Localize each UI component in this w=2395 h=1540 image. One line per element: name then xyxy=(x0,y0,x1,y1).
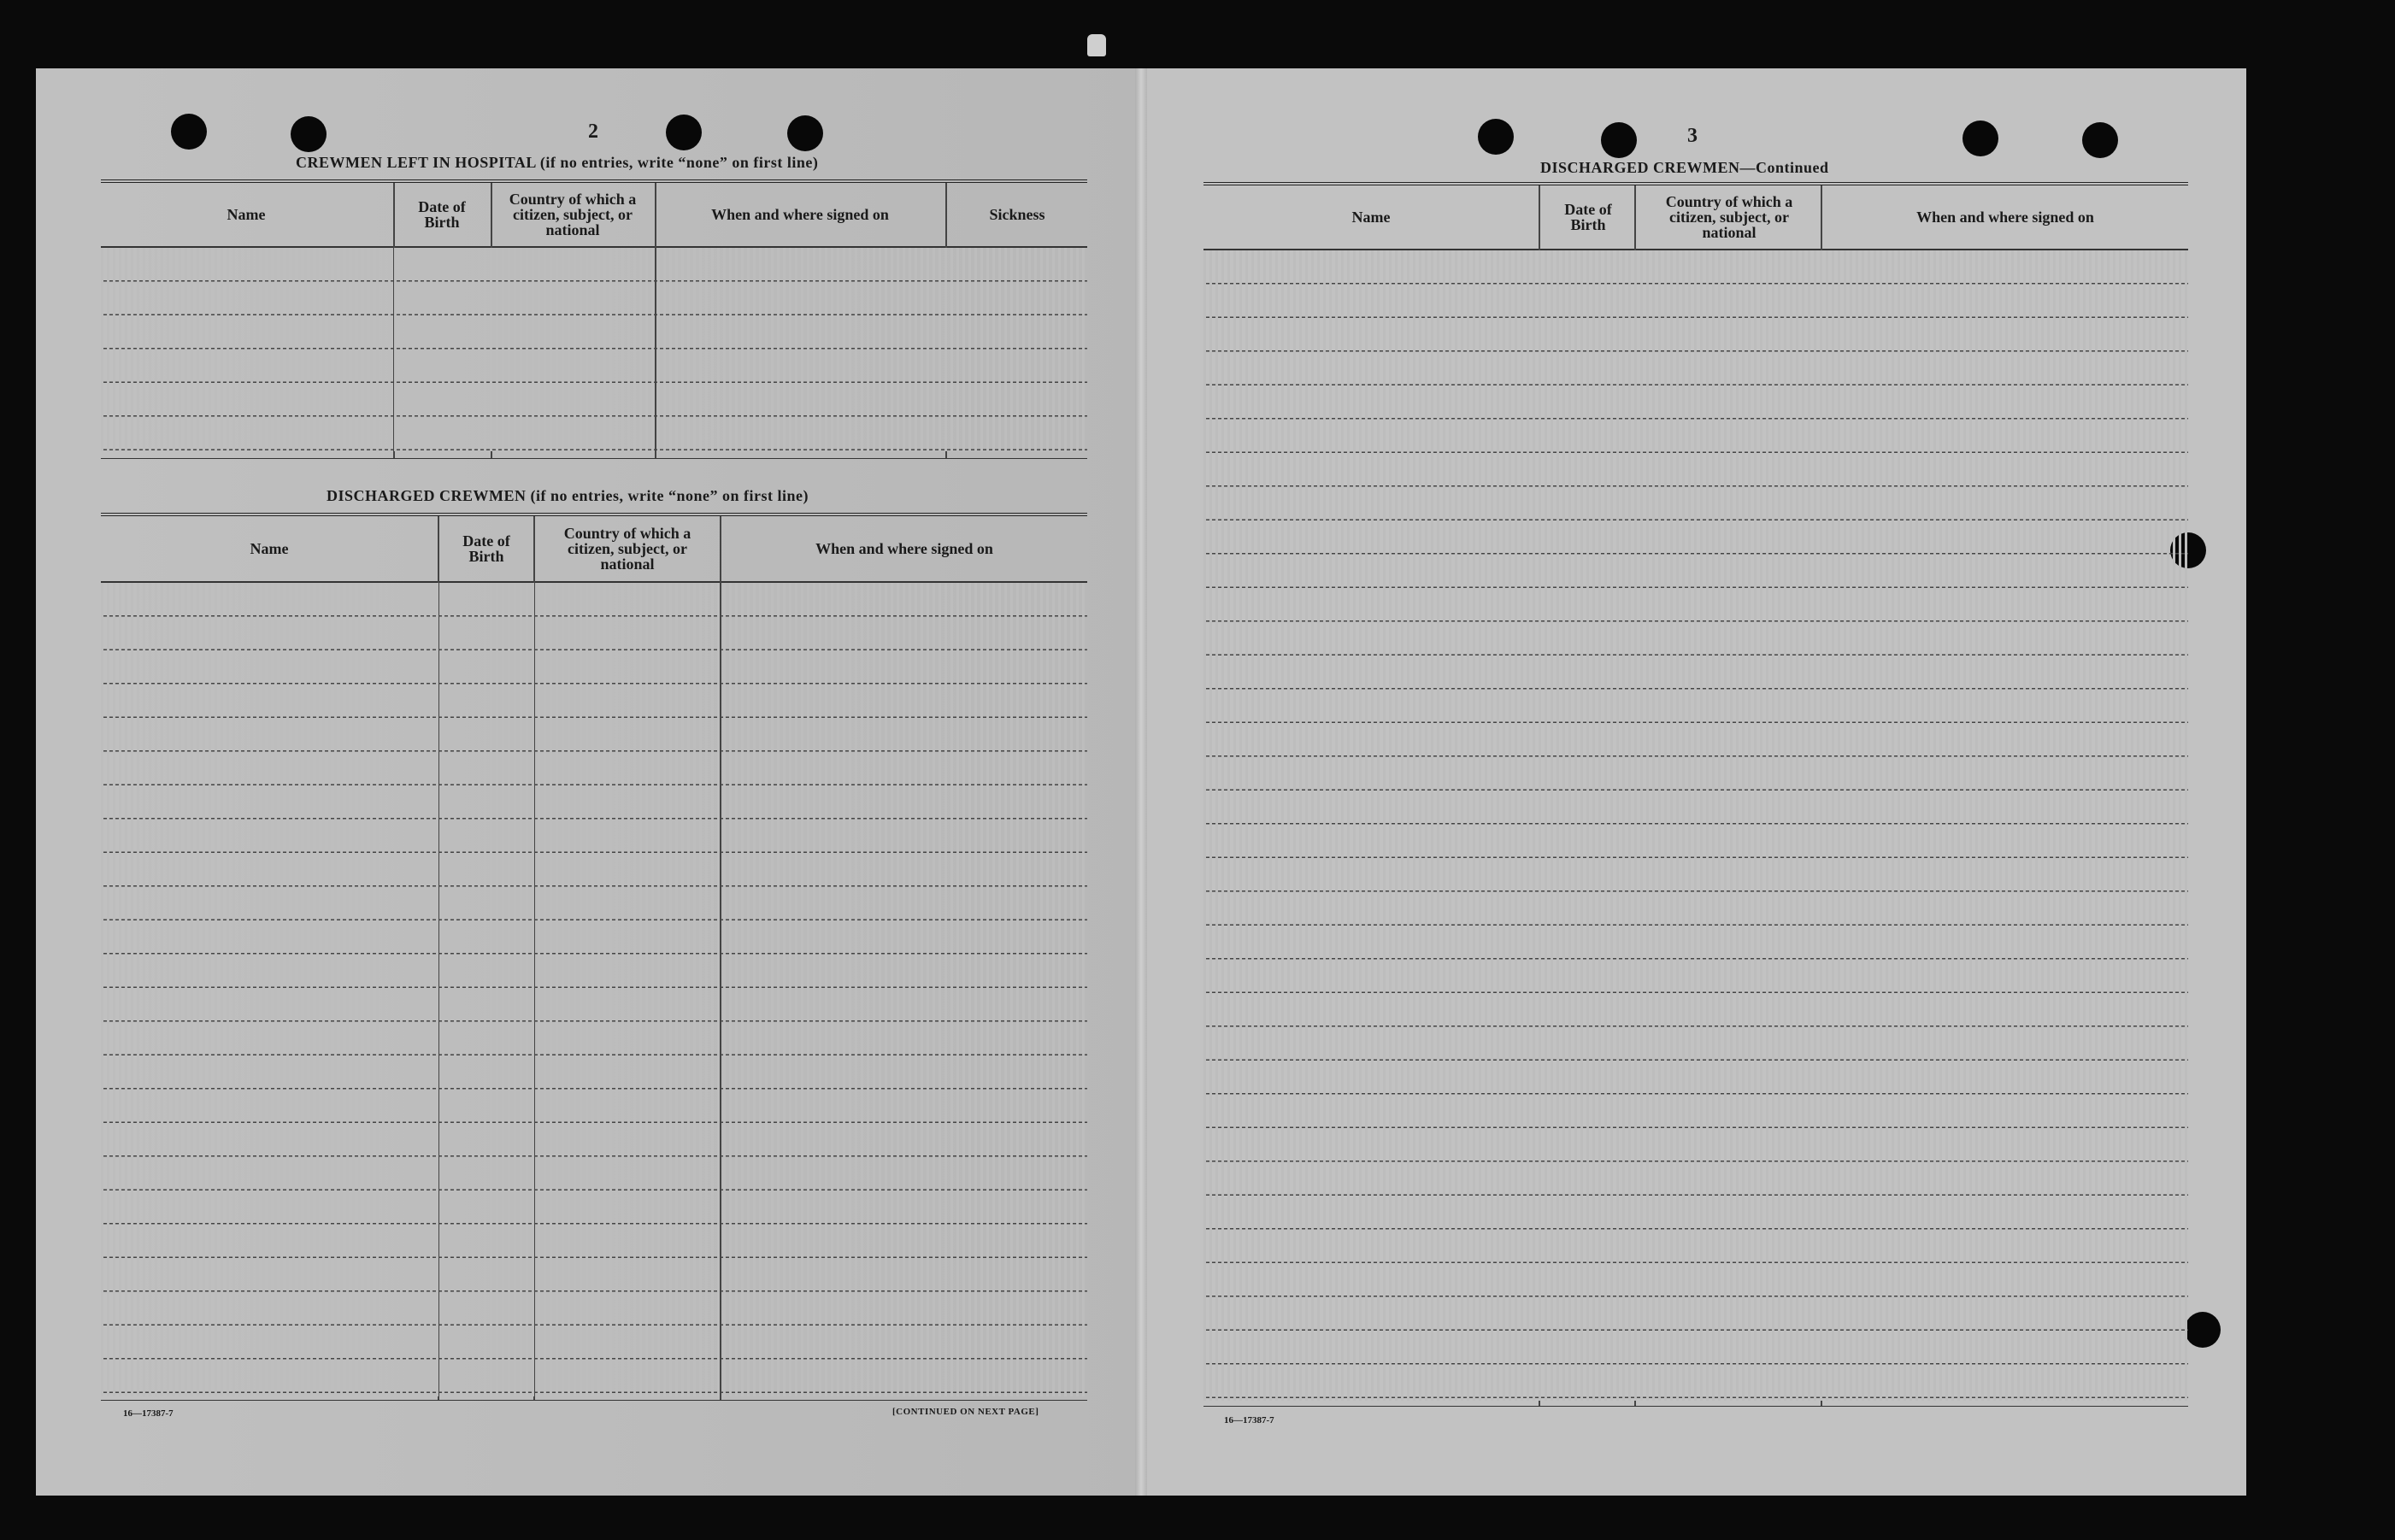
page-fold xyxy=(1135,68,1147,1496)
column-header-signed-on: When and where signed on xyxy=(815,540,993,557)
punch-hole xyxy=(2185,1312,2221,1348)
page-number: 2 xyxy=(588,120,598,143)
column-header-name: Name xyxy=(227,206,266,223)
column-header-date-of-birth: Date of Birth xyxy=(462,532,510,565)
column-header-sickness: Sickness xyxy=(989,206,1045,223)
hospital-section-title xyxy=(296,154,818,172)
punch-hole xyxy=(1478,119,1514,155)
discharged-table xyxy=(101,513,1087,1401)
punch-hole xyxy=(171,114,207,150)
form-code: 16—17387-7 xyxy=(123,1408,174,1419)
discharged-title-note: (if no entries, write “none” on first line) xyxy=(530,487,809,504)
hospital-title-text: CREWMEN LEFT IN HOSPITAL xyxy=(296,154,536,171)
column-header-country: Country of which a citizen, subject, or national xyxy=(563,525,691,573)
column-header-country: Country of which a citizen, subject, or national xyxy=(509,191,637,238)
hospital-entry-rows xyxy=(101,248,1087,451)
hospital-title-note: (if no entries, write “none” on first line) xyxy=(539,154,819,171)
discharged-title-text: DISCHARGED CREWMEN xyxy=(327,487,527,504)
punch-hole xyxy=(291,116,327,152)
continued-note: [CONTINUED ON NEXT PAGE] xyxy=(892,1407,1039,1417)
column-header-name: Name xyxy=(250,540,289,557)
top-clip-mark xyxy=(1087,34,1106,56)
discharged-continued-entry-rows xyxy=(1203,250,2188,1401)
form-code: 16—17387-7 xyxy=(1224,1415,1274,1425)
column-header-signed-on: When and where signed on xyxy=(711,206,889,223)
column-header-date-of-birth: Date of Birth xyxy=(1564,201,1612,233)
punch-hole xyxy=(2082,122,2118,158)
discharged-continued-title: DISCHARGED CREWMEN—Continued xyxy=(1540,159,1829,176)
discharged-continued-table xyxy=(1203,182,2188,1407)
column-header-date-of-birth: Date of Birth xyxy=(418,198,466,231)
column-header-country: Country of which a citizen, subject, or national xyxy=(1665,193,1793,241)
discharged-section-title xyxy=(327,487,809,505)
column-header-signed-on: When and where signed on xyxy=(1916,209,2094,226)
punch-hole xyxy=(787,115,823,151)
punch-hole xyxy=(666,115,702,150)
discharged-entry-rows xyxy=(101,583,1087,1396)
hospital-table xyxy=(101,179,1087,459)
page-number: 3 xyxy=(1687,125,1698,147)
punch-hole xyxy=(1601,122,1637,158)
column-header-name: Name xyxy=(1351,209,1391,226)
punch-hole xyxy=(1962,120,1998,156)
